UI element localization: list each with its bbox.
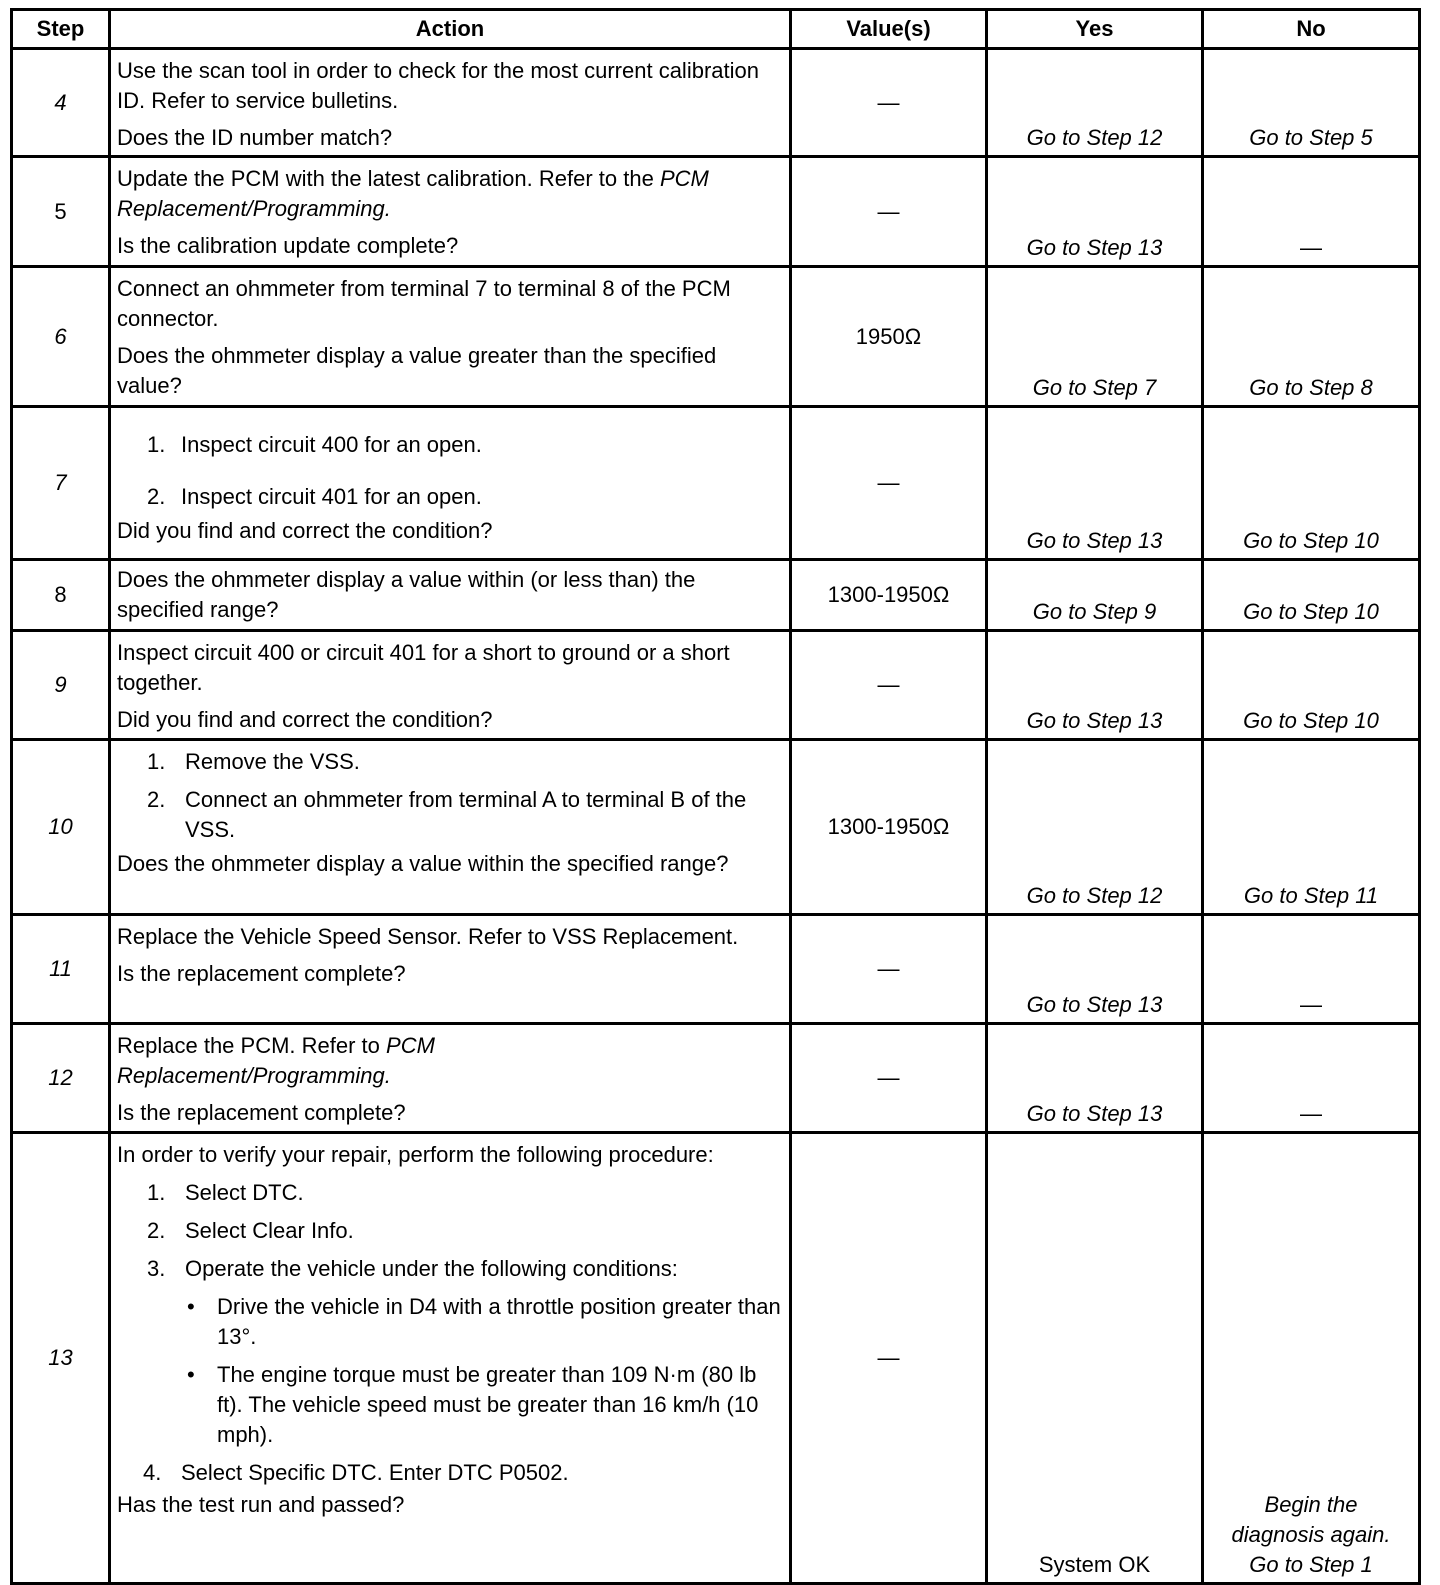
list-number: 4. [143, 1460, 162, 1485]
list-number: 1. [147, 1180, 166, 1205]
value-cell: 1300-1950Ω [791, 740, 987, 915]
list-item [117, 1458, 781, 1488]
action-cell [110, 267, 791, 407]
yes-text: Go to Step 13 [1026, 235, 1163, 260]
value-cell: 1300-1950Ω [791, 560, 987, 631]
list-number: 3. [147, 1256, 166, 1281]
action-list [117, 1458, 781, 1488]
yes-text: System OK [1038, 1552, 1151, 1577]
action-question: Does the ohmmeter display a value greater than the specified value? [117, 343, 717, 398]
header-values: Value(s) [791, 10, 987, 49]
no-text: Go to Step 8 [1249, 375, 1373, 400]
action-text: Replace the Vehicle Speed Sensor. Refer to VSS Replacement. [117, 924, 739, 949]
action-cell [110, 740, 791, 915]
step-number: 6 [12, 267, 110, 407]
no-cell [1203, 560, 1420, 631]
value-cell: — [791, 407, 987, 560]
action-text [117, 164, 781, 224]
header-yes: Yes [987, 10, 1203, 49]
yes-text: Go to Step 12 [1026, 125, 1163, 150]
step-number: 11 [12, 915, 110, 1024]
step-number: 8 [12, 560, 110, 631]
list-item [117, 1254, 781, 1284]
list-text: Select Clear Info. [185, 1218, 354, 1243]
action-cell [110, 1024, 791, 1133]
yes-text: Go to Step 13 [1026, 528, 1163, 553]
action-text: Connect an ohmmeter from terminal 7 to terminal 8 of the PCM connector. [117, 276, 731, 331]
list-text: Select Specific DTC. Enter DTC P0502. [181, 1460, 569, 1485]
action-question: Is the calibration update complete? [117, 233, 459, 258]
list-number: 2. [147, 787, 166, 812]
no-text: — [1300, 1101, 1322, 1126]
yes-cell [987, 1024, 1203, 1133]
value-cell: — [791, 631, 987, 740]
yes-cell [987, 631, 1203, 740]
no-text: — [1300, 235, 1322, 260]
bullet-item [117, 1292, 781, 1352]
action-cell [110, 631, 791, 740]
action-question: Is the replacement complete? [117, 961, 406, 986]
step-number: 7 [12, 407, 110, 560]
action-list [117, 430, 781, 512]
action-text [117, 1031, 517, 1091]
value-cell: — [791, 1024, 987, 1133]
action-list [117, 1178, 781, 1284]
table-row [12, 407, 1420, 560]
action-cell [110, 49, 791, 157]
step-number: 13 [12, 1133, 110, 1584]
table-row [12, 915, 1420, 1024]
yes-cell [987, 915, 1203, 1024]
no-cell [1203, 740, 1420, 915]
step-number: 10 [12, 740, 110, 915]
list-item [117, 430, 781, 460]
value-cell: — [791, 915, 987, 1024]
action-question: Is the replacement complete? [117, 1100, 406, 1125]
no-text: Go to Step 5 [1249, 125, 1373, 150]
list-item [117, 1216, 781, 1246]
no-text: Go to Step 10 [1243, 708, 1379, 733]
list-number: 1. [147, 432, 166, 457]
action-text-prefix: Replace the PCM. Refer to [117, 1033, 380, 1058]
action-cell [110, 157, 791, 267]
list-text: Remove the VSS. [185, 749, 360, 774]
no-text: Begin the diagnosis again. Go to Step 1 [1231, 1492, 1391, 1577]
action-cell [110, 407, 791, 560]
value-cell: — [791, 157, 987, 267]
header-row [12, 10, 1420, 49]
table-row [12, 49, 1420, 157]
action-question: Does the ID number match? [117, 125, 393, 150]
action-question: Has the test run and passed? [117, 1492, 405, 1517]
yes-cell [987, 740, 1203, 915]
action-text-reference: PCM Replacement/Programming. [117, 166, 709, 221]
value-cell: — [791, 49, 987, 157]
table-row [12, 631, 1420, 740]
list-text: Inspect circuit 400 for an open. [181, 432, 482, 457]
table-row [12, 157, 1420, 267]
header-step: Step [12, 10, 110, 49]
table-row [12, 740, 1420, 915]
step-number: 9 [12, 631, 110, 740]
diagnostic-table [10, 8, 1421, 1585]
no-cell [1203, 49, 1420, 157]
yes-cell [987, 157, 1203, 267]
no-cell [1203, 915, 1420, 1024]
yes-text: Go to Step 13 [1026, 1101, 1163, 1126]
yes-cell [987, 267, 1203, 407]
list-item [117, 785, 781, 845]
no-text: Go to Step 10 [1243, 599, 1379, 624]
action-question: Did you find and correct the condition? [117, 518, 493, 543]
yes-text: Go to Step 9 [1032, 599, 1157, 624]
bullet-text: Drive the vehicle in D4 with a throttle position greater than 13°. [217, 1294, 781, 1349]
list-item [117, 482, 781, 512]
step-number: 4 [12, 49, 110, 157]
bullet-mark: • [187, 1294, 195, 1319]
action-question: Does the ohmmeter display a value within the specified range? [117, 851, 729, 876]
yes-text: Go to Step 13 [1026, 992, 1163, 1017]
no-text: Go to Step 10 [1243, 528, 1379, 553]
no-text: — [1300, 992, 1322, 1017]
no-cell [1203, 267, 1420, 407]
yes-cell [987, 1133, 1203, 1584]
list-text: Select DTC. [185, 1180, 304, 1205]
action-list [117, 747, 781, 845]
action-question: Does the ohmmeter display a value within (or less than) the specified range? [117, 567, 696, 622]
no-cell [1203, 407, 1420, 560]
no-cell [1203, 1024, 1420, 1133]
no-cell [1203, 631, 1420, 740]
action-cell [110, 915, 791, 1024]
list-number: 2. [147, 1218, 166, 1243]
action-text-prefix: Update the PCM with the latest calibration. Refer to the [117, 166, 654, 191]
yes-cell [987, 49, 1203, 157]
list-text: Operate the vehicle under the following conditions: [185, 1256, 678, 1281]
action-question: Did you find and correct the condition? [117, 707, 493, 732]
list-number: 1. [147, 749, 166, 774]
action-cell [110, 560, 791, 631]
no-cell [1203, 1133, 1420, 1584]
bullet-item [117, 1360, 781, 1450]
bullet-text: The engine torque must be greater than 109 N·m (80 lb ft). The vehicle speed must be greater than 16 km/h (10 mph). [217, 1362, 759, 1447]
list-item [117, 1178, 781, 1208]
list-item [117, 747, 781, 777]
action-cell [110, 1133, 791, 1584]
yes-text: Go to Step 7 [1032, 375, 1157, 400]
no-cell [1203, 157, 1420, 267]
value-cell: — [791, 1133, 987, 1584]
bullet-mark: • [187, 1362, 195, 1387]
action-text: Use the scan tool in order to check for the most current calibration ID. Refer to service bulletins. [117, 58, 759, 113]
action-text-reference: PCM Replacement/Programming. [117, 1033, 435, 1088]
table-row [12, 1133, 1420, 1584]
header-action: Action [110, 10, 791, 49]
action-text: Inspect circuit 400 or circuit 401 for a short to ground or a short together. [117, 640, 730, 695]
list-number: 2. [147, 484, 166, 509]
yes-text: Go to Step 13 [1026, 708, 1163, 733]
table-row [12, 267, 1420, 407]
header-no: No [1203, 10, 1420, 49]
action-text: In order to verify your repair, perform the following procedure: [117, 1142, 714, 1167]
bullet-list [117, 1292, 781, 1450]
yes-cell [987, 560, 1203, 631]
value-cell: 1950Ω [791, 267, 987, 407]
table-row [12, 1024, 1420, 1133]
list-text: Inspect circuit 401 for an open. [181, 484, 482, 509]
yes-text: Go to Step 12 [1026, 883, 1163, 908]
table-row [12, 560, 1420, 631]
step-number: 12 [12, 1024, 110, 1133]
yes-cell [987, 407, 1203, 560]
step-number: 5 [12, 157, 110, 267]
no-text: Go to Step 11 [1243, 883, 1379, 908]
list-text: Connect an ohmmeter from terminal A to terminal B of the VSS. [185, 787, 747, 842]
